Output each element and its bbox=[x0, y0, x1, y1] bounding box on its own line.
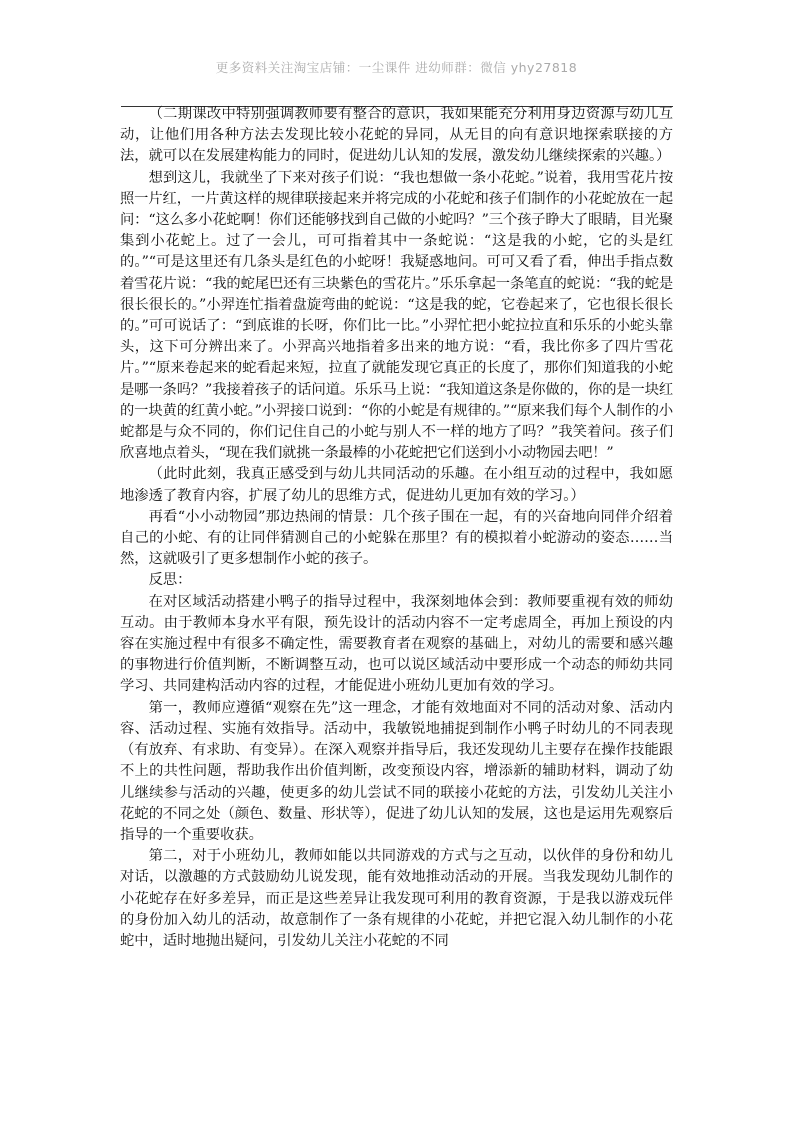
paragraph-5: 在对区域活动搭建小鸭子的指导过程中，我深刻地体会到：教师要重视有效的师幼互动。由于教师本身水平有限，预先设计的活动内容不一定考虑周全，再加上预设的内容在实施过程中有很多不确定性，需要教育者在观察的基础上，对幼儿的需要和感兴趣的事物进行价值判断，不断调整互动，也可以说区域活动中要形成一个动态的师幼共同学习、共同建构活动内容的过程，才能促进小班幼儿更加有效的学习。 bbox=[120, 593, 673, 695]
paragraph-4: 再看“小小动物园”那边热闹的情景：几个孩子围在一起，有的兴奋地向同伴介绍着自己的小蛇、有的让同伴猜测自己的小蛇躲在那里？有的模拟着小蛇游动的姿态……当然，这就吸引了更多想制作小蛇的孩子。 bbox=[120, 508, 673, 568]
document-body bbox=[120, 104, 673, 952]
paragraph-1: （二期课改中特别强调教师要有整合的意识，我如果能充分利用身边资源与幼儿互动，让他们用各种方法去发现比较小花蛇的异同，从无目的向有意识地探索联接的方法，就可以在发展建构能力的同时，促进幼儿认知的发展，激发幼儿继续探索的兴趣。） bbox=[120, 106, 673, 165]
paragraph-6: 第一，教师应遵循“观察在先”这一理念，才能有效地面对不同的活动对象、活动内容、活动过程、实施有效指导。活动中，我敏锐地捕捉到制作小鸭子时幼儿的不同表现（有放弃、有求助、有变异）。在深入观察并指导后，我还发现幼儿主要存在操作技能跟不上的共性问题，帮助我作出价值判断，改变预设内容，增添新的辅助材料，调动了幼儿继续参与活动的兴趣，使更多的幼儿尝试不同的联接小花蛇的方法，引发幼儿关注小花蛇的不同之处（颜色、数量、形状等），促进了幼儿认知的发展，这也是运用先观察后指导的一个重要收获。 bbox=[120, 699, 673, 843]
reflection-heading: 反思： bbox=[148, 572, 192, 589]
watermark-header: 更多资料关注淘宝店铺：一尘课件 进幼师群：微信 yhy27818 bbox=[215, 60, 578, 75]
paragraph-3: （此时此刻，我真正感受到与幼儿共同活动的乐趣。在小组互动的过程中，我如愿地渗透了教育内容，扩展了幼儿的思维方式，促进幼儿更加有效的学习。） bbox=[120, 466, 673, 504]
paragraph-2: 想到这儿，我就坐了下来对孩子们说：“我也想做一条小花蛇。”说着，我用雪花片按照一片红，一片黄这样的规律联接起来并将完成的小花蛇和孩子们制作的小花蛇放在一起问：“这么多小花蛇啊！你们还能够找到自己做的小蛇吗？”三个孩子睁大了眼睛，目光聚集到小花蛇上。过了一会儿，可可指着其中一条蛇说：“这是我的小蛇，它的头是红的。”“可是这里还有几条头是红色的小蛇呀！我疑惑地问。可可又看了看，伸出手指点数着雪花片说：“我的蛇尾巴还有三块紫色的雪花片。”乐乐拿起一条笔直的蛇说：“我的蛇是很长很长的。”小羿连忙指着盘旋弯曲的蛇说：“这是我的蛇，它卷起来了，它也很长很长的。”可可说话了：“到底谁的长呀，你们比一比。”小羿忙把小蛇拉拉直和乐乐的小蛇头靠头，这下可分辨出来了。小羿高兴地指着多出来的地方说：“看，我比你多了四片雪花片。”“原来卷起来的蛇看起来短，拉直了就能发现它真正的长度了，那你们知道我的小蛇是哪一条吗？”我接着孩子的话问道。乐乐马上说：“我知道这条是你做的，你的是一块红的一块黄的红黄小蛇。”小羿接口说到：“你的小蛇是有规律的。”“原来我们每个人制作的小蛇都是与众不同的，你们记住自己的小蛇与别人不一样的地方了吗？”我笑着问。孩子们欣喜地点着头，“现在我们就挑一条最棒的小花蛇把它们送到小小动物园去吧！” bbox=[120, 169, 673, 462]
paragraph-7: 第二，对于小班幼儿，教师如能以共同游戏的方式与之互动，以伙伴的身份和幼儿对话，以激趣的方式鼓励幼儿说发现，能有效地推动活动的开展。当我发现幼儿制作的小花蛇存在好多差异，而正是这些差异让我发现可利用的教育资源，于是我以游戏玩伴的身份加入幼儿的活动，故意制作了一条有规律的小花蛇，并把它混入幼儿制作的小花蛇中，适时地抛出疑问，引发幼儿关注小花蛇的不同 bbox=[120, 848, 673, 949]
